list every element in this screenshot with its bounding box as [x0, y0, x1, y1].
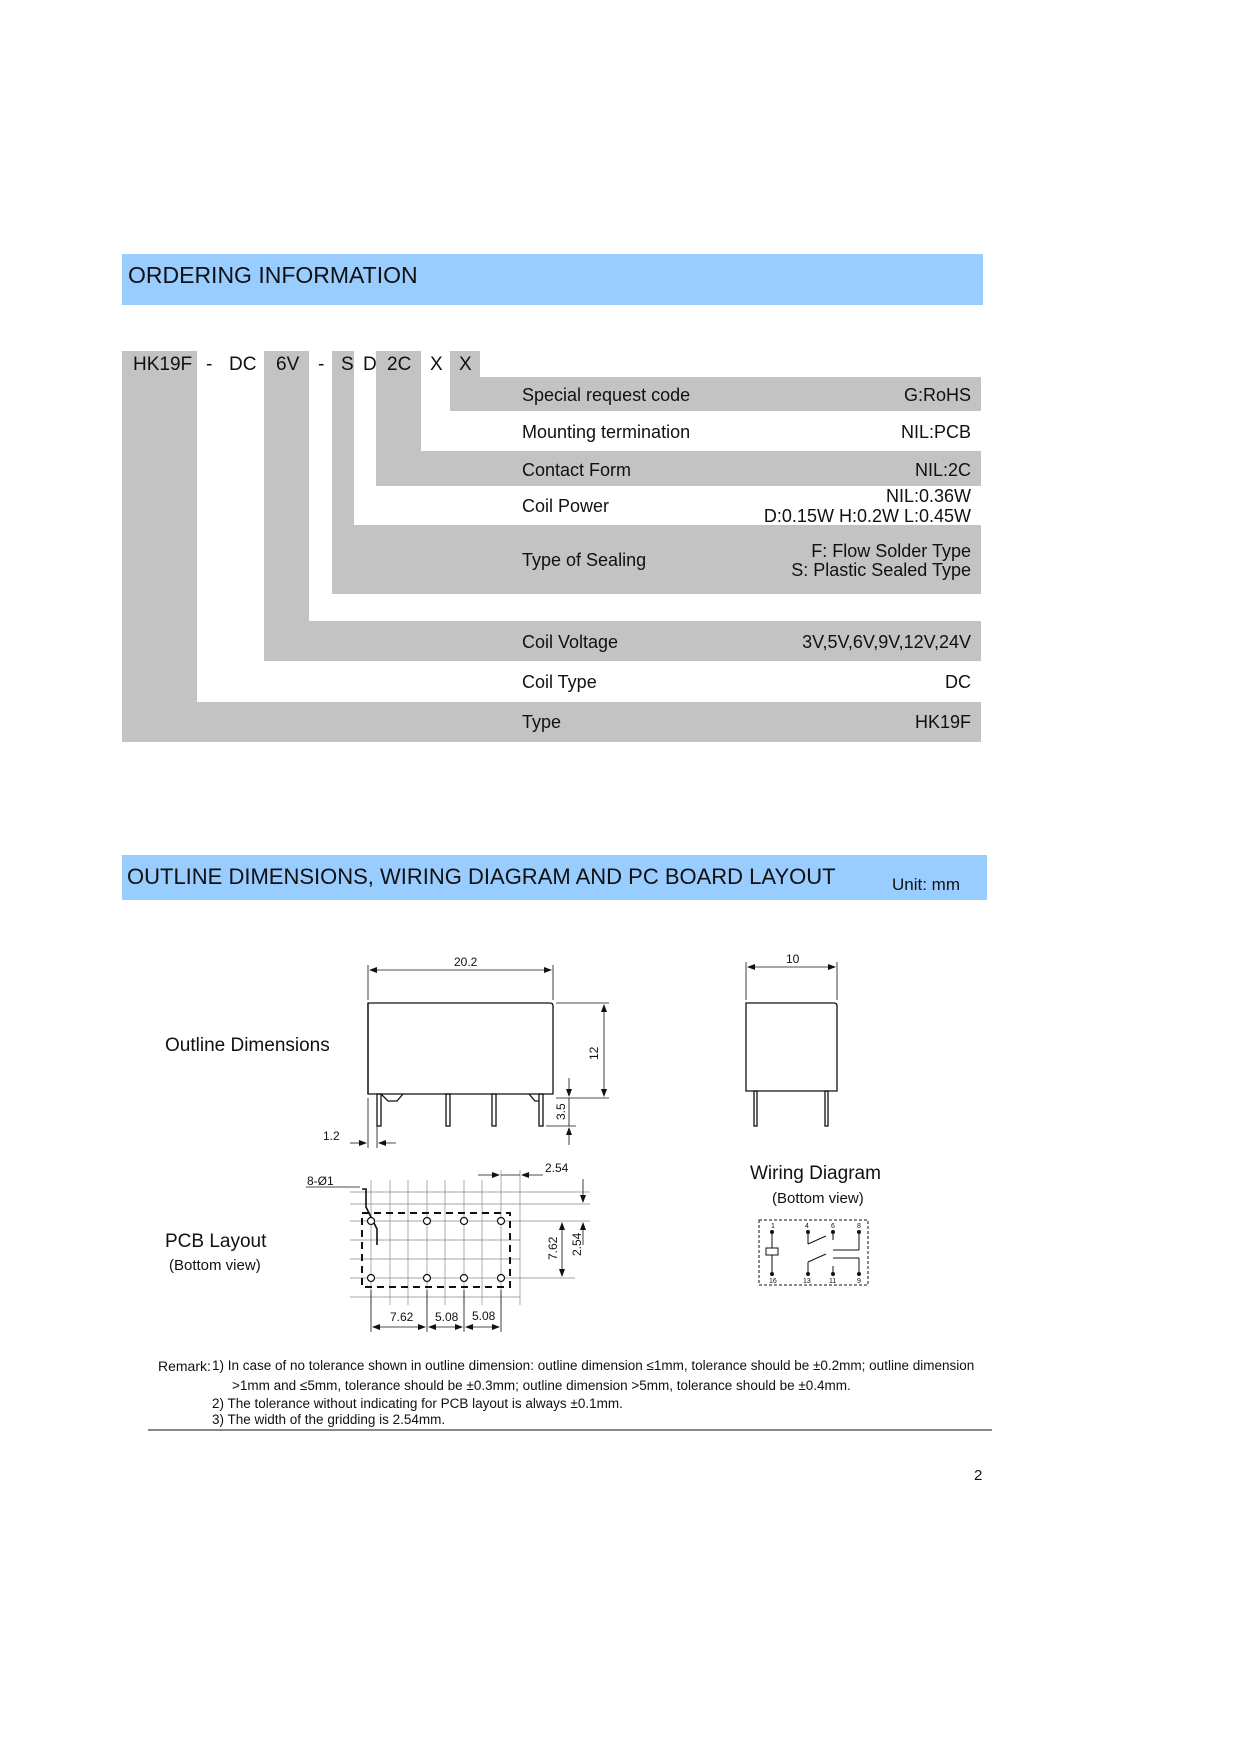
row-value-special: G:RoHS [903, 385, 971, 405]
row-label-type: Type [522, 712, 562, 732]
dim-x1: 7.62 [390, 1310, 414, 1324]
dim-x3: 5.08 [472, 1309, 496, 1323]
remark-1a: 1) In case of no tolerance shown in outline dimension: outline dimension ≤1mm, tolerance should be ±0.2mm; outline dimension [212, 1358, 975, 1373]
front-pin-3 [492, 1094, 496, 1126]
code-part-mounting: X [430, 354, 443, 375]
side-view [746, 962, 837, 1126]
row-value-coil-type: DC [945, 672, 971, 692]
row-label-special: Special request code [522, 385, 691, 405]
code-part-sealing: S [341, 354, 354, 375]
pcb-hole [461, 1275, 468, 1282]
remark-prefix: Remark: [158, 1358, 211, 1374]
code-part-contact: 2C [387, 354, 412, 375]
code-part-coil-type: DC [229, 354, 257, 375]
front-pin-2 [446, 1094, 450, 1126]
code-part-dash1: - [206, 354, 213, 375]
wiring-pins [770, 1230, 861, 1276]
wiring-diagram [759, 1220, 868, 1285]
row-label-coil-power: Coil Power [522, 496, 610, 516]
coil-symbol [766, 1248, 778, 1255]
row-value-coil-power-1: NIL:0.36W [885, 486, 971, 506]
row-value-coil-power-2: D:0.15W H:0.2W L:0.45W [763, 506, 971, 526]
pin-label-8: 8 [857, 1223, 861, 1230]
code-part-voltage: 6V [276, 354, 300, 375]
pin-label-1: 1 [771, 1223, 775, 1230]
front-view-body [368, 1003, 553, 1094]
row-label-coil-voltage: Coil Voltage [522, 632, 619, 652]
row-label-contact: Contact Form [522, 460, 632, 480]
wiring-pin [831, 1230, 835, 1234]
row-value-coil-voltage: 3V,5V,6V,9V,12V,24V [802, 632, 971, 652]
front-pin-1 [377, 1094, 381, 1126]
pcb-hole [424, 1218, 431, 1225]
dim-holes: 8-Ø1 [307, 1174, 334, 1188]
side-pin-1 [754, 1091, 757, 1126]
remark-1b: >1mm and ≤5mm, tolerance should be ±0.3mm; outline dimension >5mm, tolerance should be ±0.4mm. [232, 1378, 851, 1393]
wiring-pin [806, 1272, 810, 1276]
pcb-layout-label: PCB Layout [165, 1231, 267, 1252]
front-pin-4 [539, 1094, 543, 1126]
dim-pitch-v: 2.54 [570, 1232, 584, 1256]
pcb-hole [368, 1218, 375, 1225]
wiring-pin [770, 1230, 774, 1234]
outline-dimensions-label: Outline Dimensions [165, 1035, 330, 1056]
wiring-pin [857, 1272, 861, 1276]
pin-label-16: 16 [769, 1278, 777, 1285]
dim-row-gap: 7.62 [546, 1236, 560, 1260]
dim-pin-length: 3.5 [554, 1103, 568, 1120]
dim-pitch-small: 2.54 [545, 1161, 569, 1175]
ordering-title: ORDERING INFORMATION [128, 262, 418, 288]
pcb-hole [498, 1275, 505, 1282]
wiring-pin [806, 1230, 810, 1234]
wiring-pin [770, 1272, 774, 1276]
pin-label-6: 6 [831, 1223, 835, 1230]
wiring-diagram-sub: (Bottom view) [772, 1190, 864, 1207]
row-value-type: HK19F [914, 712, 971, 732]
pcb-hole [368, 1275, 375, 1282]
dim-x2: 5.08 [435, 1310, 459, 1324]
side-view-body [746, 1003, 837, 1091]
row-label-sealing: Type of Sealing [522, 550, 647, 570]
dim-width: 20.2 [454, 955, 478, 969]
code-part-dash2: - [318, 354, 325, 375]
unit-label: Unit: mm [892, 875, 960, 894]
pcb-hole [498, 1218, 505, 1225]
front-view [350, 965, 609, 1148]
remark-2: 2) The tolerance without indicating for PCB layout is always ±0.1mm. [212, 1396, 623, 1411]
page-number: 2 [974, 1467, 983, 1484]
pcb-hole [424, 1275, 431, 1282]
wiring-pin [831, 1272, 835, 1276]
code-part-power: D [363, 354, 377, 375]
code-part-type: HK19F [133, 354, 193, 375]
row-label-mounting: Mounting termination [522, 422, 691, 442]
pcb-layout-sub: (Bottom view) [169, 1257, 261, 1274]
row-value-sealing-1: F: Flow Solder Type [811, 541, 971, 561]
wiring-diagram-label: Wiring Diagram [750, 1163, 881, 1184]
row-value-mounting: NIL:PCB [900, 422, 971, 442]
side-pin-2 [825, 1091, 828, 1126]
pin-label-4: 4 [805, 1223, 809, 1230]
pcb-hole [461, 1218, 468, 1225]
pcb-dims [306, 1175, 583, 1332]
dim-height: 12 [587, 1046, 601, 1060]
dim-offset: 1.2 [323, 1129, 340, 1143]
row-value-contact: NIL:2C [914, 460, 971, 480]
wiring-pin [857, 1230, 861, 1234]
pin-label-9: 9 [857, 1278, 861, 1285]
code-part-special: X [459, 354, 472, 375]
pin-label-11: 11 [829, 1278, 837, 1285]
row-label-coil-type: Coil Type [522, 672, 597, 692]
pcb-holes [368, 1218, 505, 1282]
dim-depth: 10 [786, 952, 800, 966]
pin-label-13: 13 [803, 1278, 811, 1285]
remark-3: 3) The width of the gridding is 2.54mm. [212, 1412, 446, 1427]
outline-title: OUTLINE DIMENSIONS, WIRING DIAGRAM AND PC BOARD LAYOUT [127, 864, 836, 889]
row-value-sealing-2: S: Plastic Sealed Type [791, 560, 971, 580]
